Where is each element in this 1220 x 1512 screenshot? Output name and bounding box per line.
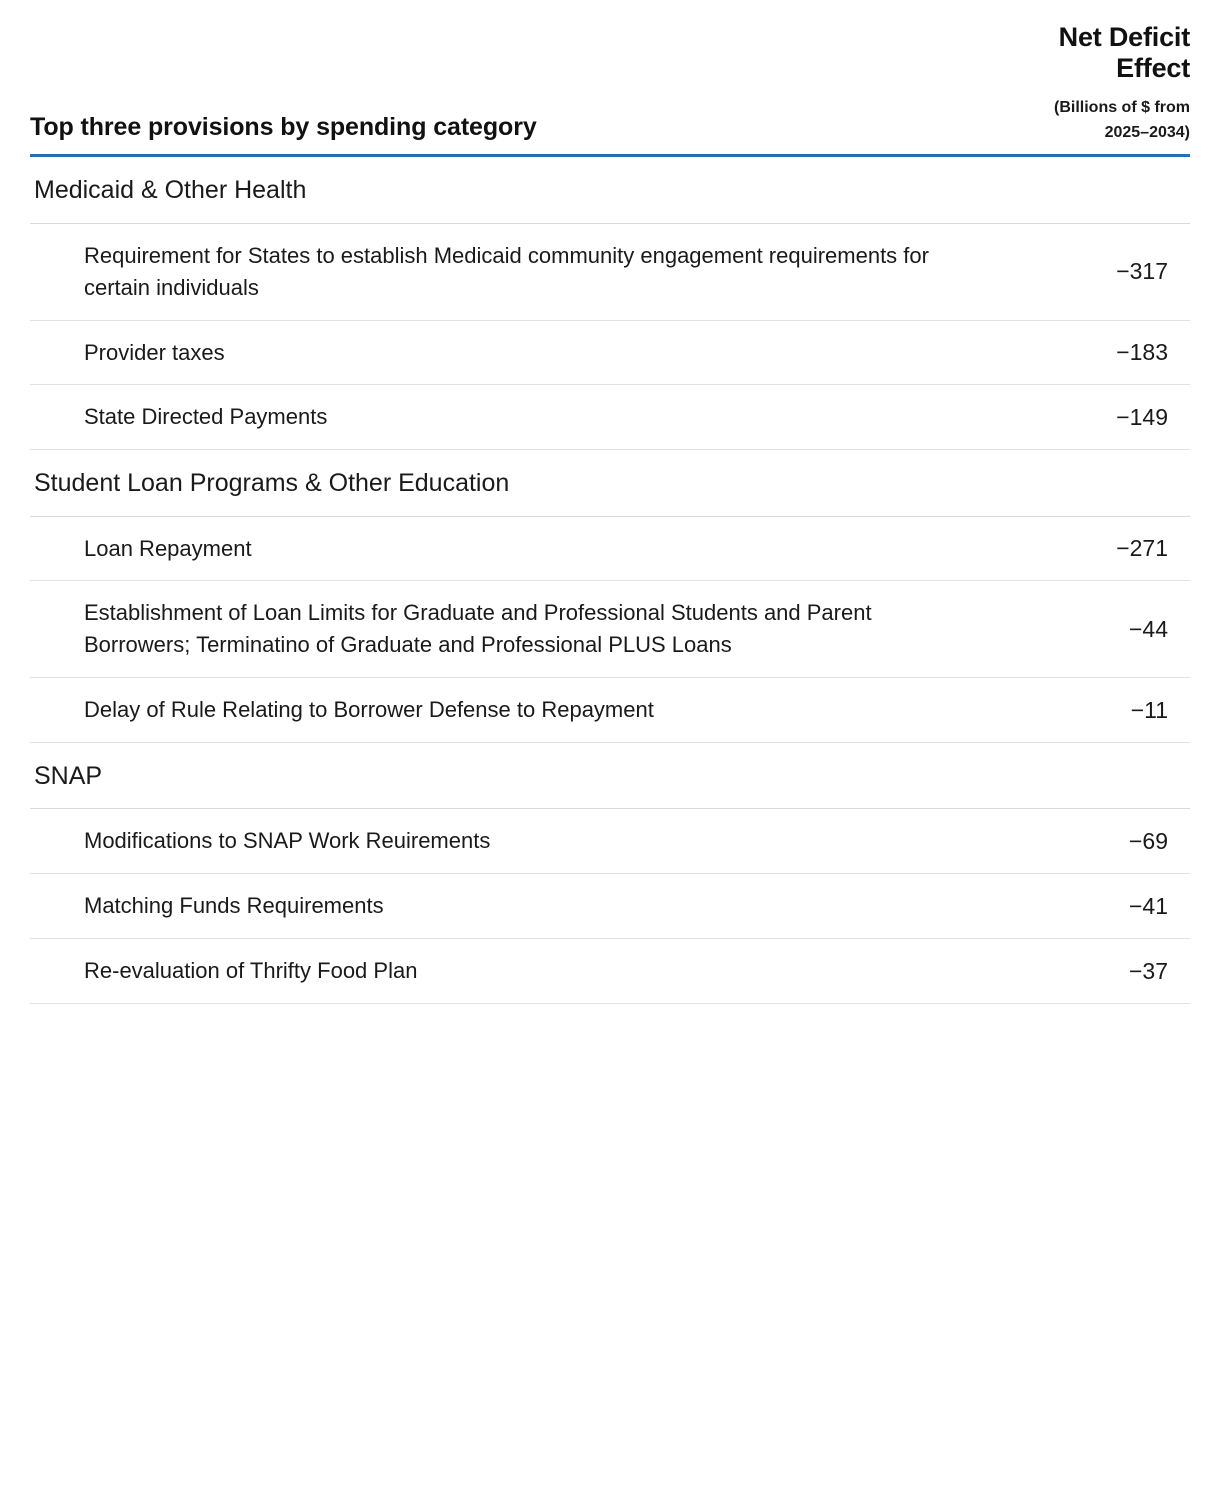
provision-label: Requirement for States to establish Medicaid community engagement requirements for certain individuals bbox=[84, 242, 929, 300]
provision-label: Modifications to SNAP Work Reuirements bbox=[84, 828, 491, 854]
provision-label: Loan Repayment bbox=[84, 535, 252, 561]
table-header bbox=[30, 0, 1190, 154]
page-title: Top three provisions by spending category bbox=[30, 113, 537, 142]
provision-value: −149 bbox=[1116, 403, 1168, 430]
value-column-subheading-line2: 2025–2034) bbox=[1104, 124, 1190, 142]
provision-value: −271 bbox=[1116, 534, 1168, 561]
provision-value: −11 bbox=[1130, 696, 1168, 723]
category-row bbox=[30, 743, 1190, 809]
provision-value: −317 bbox=[1116, 258, 1168, 285]
table-row bbox=[30, 581, 1190, 678]
table-row bbox=[30, 385, 1190, 450]
provision-label: Establishment of Loan Limits for Graduate and Professional Students and Parent Borrowers; Terminatino of Graduate and Professional PLUS Loans bbox=[84, 600, 872, 658]
table-row bbox=[30, 874, 1190, 939]
provision-value: −183 bbox=[1116, 338, 1168, 365]
provision-label: Provider taxes bbox=[84, 339, 225, 365]
table-row bbox=[30, 321, 1190, 386]
value-column-heading-line2: Effect bbox=[1116, 53, 1190, 84]
provision-value: −37 bbox=[1128, 957, 1168, 984]
provision-label: State Directed Payments bbox=[84, 404, 328, 430]
category-label: Medicaid & Other Health bbox=[34, 176, 307, 205]
table-body bbox=[30, 157, 1190, 1004]
provision-label: Matching Funds Requirements bbox=[84, 893, 384, 919]
table-row bbox=[30, 809, 1190, 874]
provision-label: Re-evaluation of Thrifty Food Plan bbox=[84, 958, 418, 984]
category-row bbox=[30, 450, 1190, 516]
value-column-subheading-line1: (Billions of $ from bbox=[1054, 99, 1190, 117]
table-row bbox=[30, 224, 1190, 321]
provision-value: −41 bbox=[1128, 892, 1168, 919]
table-row bbox=[30, 678, 1190, 743]
table-row bbox=[30, 517, 1190, 582]
table-title-block bbox=[30, 112, 860, 144]
value-column-header bbox=[860, 22, 1190, 144]
provision-value: −44 bbox=[1128, 615, 1168, 642]
category-row bbox=[30, 157, 1190, 223]
provision-value: −69 bbox=[1128, 827, 1168, 854]
provision-label: Delay of Rule Relating to Borrower Defense to Repayment bbox=[84, 697, 654, 723]
value-column-heading-line1: Net Deficit bbox=[1058, 22, 1190, 52]
category-label: SNAP bbox=[34, 762, 103, 791]
table-row bbox=[30, 939, 1190, 1004]
category-label: Student Loan Programs & Other Education bbox=[34, 469, 510, 498]
